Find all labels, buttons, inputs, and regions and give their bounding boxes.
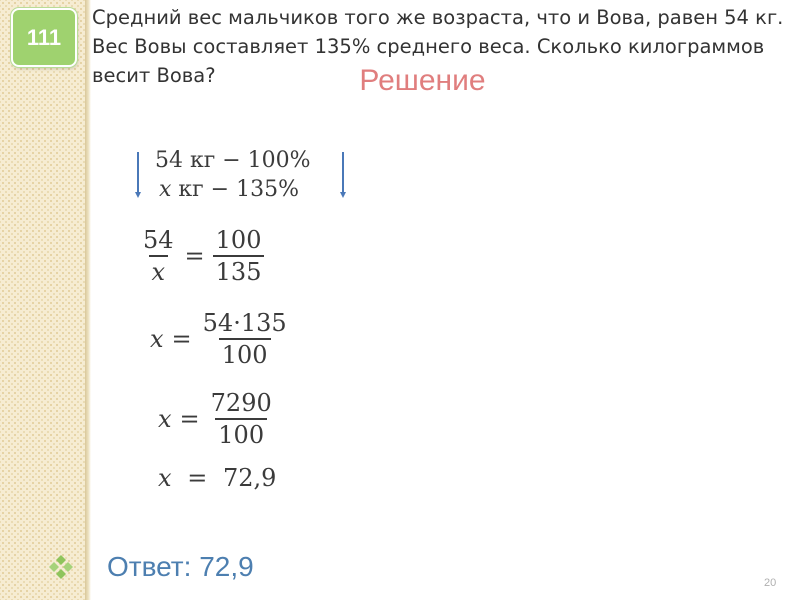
fraction-denominator: 100: [219, 338, 271, 370]
fraction-numerator: 100: [215, 226, 262, 254]
equation-variable: x: [158, 464, 172, 492]
fraction-denominator: x: [149, 255, 169, 287]
four-diamond-bullet-icon: [48, 554, 74, 580]
answer-text: Ответ: 72,9: [107, 551, 254, 582]
fraction-numerator: 54: [143, 226, 174, 254]
fraction-left: [140, 225, 177, 287]
proportion-line-2-rest: кг − 135%: [171, 177, 300, 202]
equation-4: [158, 464, 276, 492]
equals-sign: =: [187, 464, 208, 492]
fraction: [200, 308, 290, 370]
equals-sign: =: [184, 242, 205, 270]
fraction-denominator: 135: [213, 255, 265, 287]
fraction-numerator: 7290: [210, 389, 272, 417]
fraction: [208, 388, 275, 450]
equation-variable: x: [150, 325, 164, 353]
problem-number-badge: 111: [11, 8, 77, 67]
left-arrow-head: [135, 192, 141, 198]
left-arrow-shaft: [137, 152, 139, 192]
fraction-numerator: 54·135: [202, 309, 287, 337]
fraction-right: [213, 225, 265, 287]
equals-sign: =: [171, 325, 192, 353]
equals-sign: =: [179, 405, 200, 433]
proportion-var: x: [159, 177, 172, 202]
page-number: 20: [764, 577, 777, 589]
solution-title: Решение: [359, 64, 486, 97]
equation-2: [150, 308, 290, 370]
proportion-line-2: [155, 175, 311, 204]
fraction-denominator: 100: [215, 418, 267, 450]
equation-1: [140, 225, 264, 287]
proportion-lines: [155, 146, 311, 204]
equation-3: [158, 388, 275, 450]
proportion-line-1: 54 кг − 100%: [155, 148, 311, 173]
equation-variable: x: [158, 405, 172, 433]
problem-text: Средний вес мальчиков того же возраста, что и Вова, равен 54 кг. Вес Вовы составляет 135% среднего веса. Сколько килограммов весит Вова?: [92, 6, 784, 87]
right-arrow-shaft: [342, 152, 344, 192]
right-arrow-head: [340, 192, 346, 198]
result-value: 72,9: [222, 464, 277, 492]
